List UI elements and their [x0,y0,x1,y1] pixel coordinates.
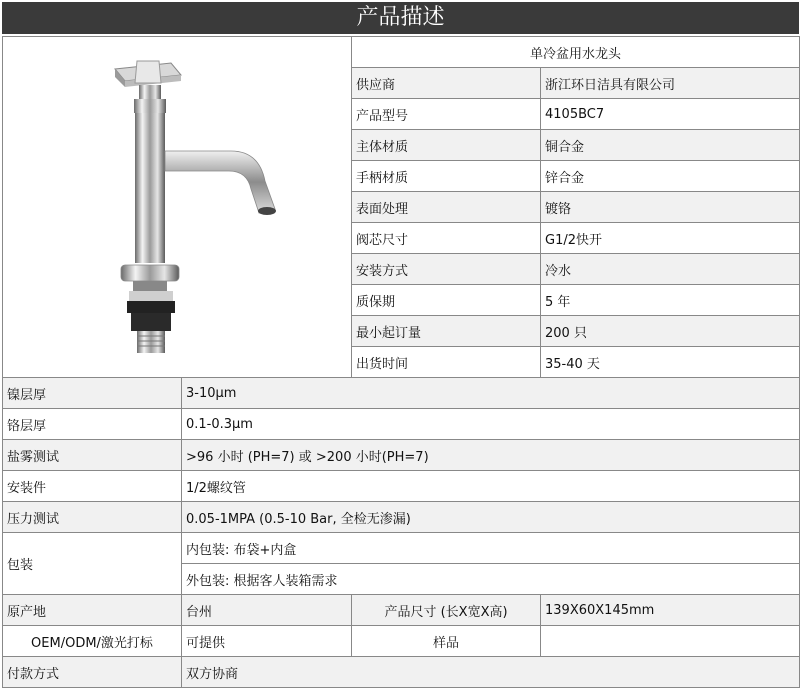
spec-label-surface: 表面处理 [352,192,541,223]
spec-value-body-material: 铜合金 [541,130,800,161]
sample-value [541,626,800,657]
spec-value-installation: 冷水 [541,254,800,285]
spec-value-surface: 镀铬 [541,192,800,223]
detail-value-pressure: 0.05-1MPA (0.5-10 Bar, 全检无渗漏) [182,502,800,533]
detail-value-nickel: 3-10μm [182,378,800,409]
spec-value-warranty: 5 年 [541,285,800,316]
packaging-outer: 外包装: 根据客人装箱需求 [182,564,800,595]
packaging-label: 包装 [3,533,182,595]
packaging-inner: 内包装: 布袋+内盒 [182,533,800,564]
product-photo [3,39,351,376]
spec-label-warranty: 质保期 [352,285,541,316]
detail-value-chrome: 0.1-0.3μm [182,409,800,440]
spec-value-supplier: 浙江环日洁具有限公司 [541,68,800,99]
spec-value-cartridge: G1/2快开 [541,223,800,254]
detail-label-nickel: 镍层厚 [3,378,182,409]
faucet-image [3,39,351,376]
sample-label: 样品 [352,626,541,657]
detail-label-chrome: 铬层厚 [3,409,182,440]
spec-label-cartridge: 阀芯尺寸 [352,223,541,254]
product-spec-table [2,36,800,688]
detail-label-fitting: 安装件 [3,471,182,502]
origin-value: 台州 [182,595,352,626]
product-name: 单冷盆用水龙头 [352,37,800,68]
product-photo-cell [3,37,352,378]
spec-label-moq: 最小起订量 [352,316,541,347]
spec-label-handle-material: 手柄材质 [352,161,541,192]
origin-label: 原产地 [3,595,182,626]
spec-value-moq: 200 只 [541,316,800,347]
detail-label-salt-spray: 盐雾测试 [3,440,182,471]
spec-value-model: 4105BC7 [541,99,800,130]
size-label: 产品尺寸 (长X宽X高) [352,595,541,626]
payment-label: 付款方式 [3,657,182,688]
detail-value-salt-spray: >96 小时 (PH=7) 或 >200 小时(PH=7) [182,440,800,471]
spec-label-body-material: 主体材质 [352,130,541,161]
payment-value: 双方协商 [182,657,800,688]
spec-label-installation: 安装方式 [352,254,541,285]
spec-label-delivery: 出货时间 [352,347,541,378]
spec-label-supplier: 供应商 [352,68,541,99]
page-title: 产品描述 [2,2,799,34]
size-value: 139X60X145mm [541,595,800,626]
detail-value-fitting: 1/2螺纹管 [182,471,800,502]
spec-value-delivery: 35-40 天 [541,347,800,378]
detail-label-pressure: 压力测试 [3,502,182,533]
oem-value: 可提供 [182,626,352,657]
oem-label: OEM/ODM/激光打标 [3,626,182,657]
spec-value-handle-material: 锌合金 [541,161,800,192]
spec-label-model: 产品型号 [352,99,541,130]
